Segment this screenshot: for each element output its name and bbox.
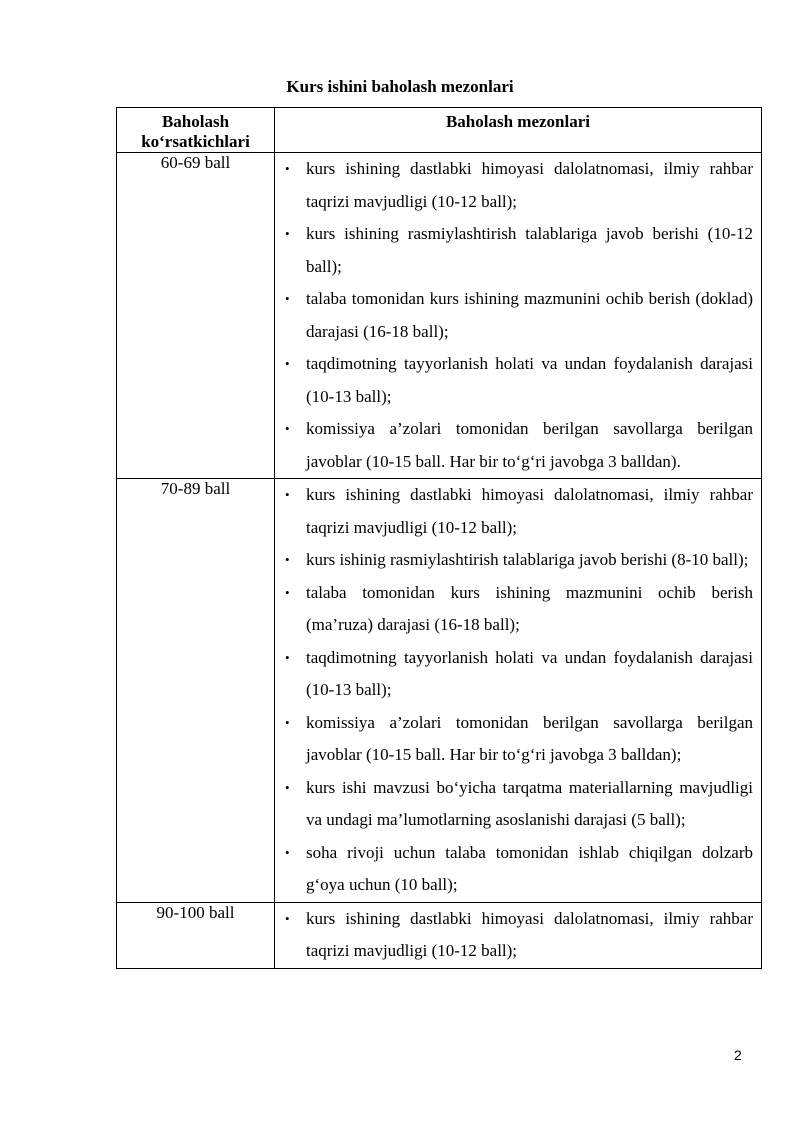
criterion-text: komissiya a’zolari tomonidan berilgan savollarga berilgan javoblar (10-15 ball. Har bir to‘g‘ri javobga 3 balldan). — [306, 419, 753, 471]
bullet-icon: • — [285, 844, 290, 860]
list-item — [275, 283, 761, 348]
list-item — [275, 903, 761, 968]
criterion-text: kurs ishining dastlabki himoyasi dalolatnomasi, ilmiy rahbar taqrizi mavjudligi (10-12 ball); — [306, 159, 753, 211]
list-item — [275, 772, 761, 837]
table-header-row — [117, 108, 762, 153]
criteria-list — [275, 153, 761, 478]
criterion-text: kurs ishining dastlabki himoyasi dalolatnomasi, ilmiy rahbar taqrizi mavjudligi (10-12 ball); — [306, 908, 753, 960]
list-item — [275, 544, 761, 577]
criterion-text: talaba tomonidan kurs ishining mazmunini ochib berish (ma’ruza) darajasi (16-18 ball); — [306, 582, 753, 634]
bullet-icon: • — [285, 421, 290, 436]
criterion-text: kurs ishining rasmiylashtirish talablariga javob berishi (10-12 ball); — [306, 224, 753, 276]
header-indicators: Baholash ko‘rsatkichlari — [117, 108, 275, 153]
criterion-text: talaba tomonidan kurs ishining mazmunini ochib berish (doklad) darajasi (16-18 ball); — [306, 289, 753, 341]
list-item — [275, 707, 761, 772]
criterion-text: komissiya a’zolari tomonidan berilgan savollarga berilgan javoblar (10-15 ball. Har bir to‘g‘ri javobga 3 balldan); — [306, 712, 753, 764]
bullet-icon: • — [285, 487, 290, 502]
header-criteria: Baholash mezonlari — [275, 108, 762, 153]
list-item — [275, 153, 761, 218]
criteria-table — [116, 107, 762, 969]
table-row — [117, 153, 762, 479]
list-item — [275, 348, 761, 413]
criteria-list — [275, 903, 761, 968]
criterion-text: soha rivoji uchun talaba tomonidan ishlab chiqilgan dolzarb g‘oya uchun (10 ball); — [306, 842, 753, 894]
criterion-text: taqdimotning tayyorlanish holati va undan foydalanish darajasi (10-13 ball); — [306, 647, 753, 699]
bullet-icon: • — [285, 226, 290, 241]
bullet-icon: • — [285, 714, 290, 730]
list-item — [275, 413, 761, 478]
table-row — [117, 479, 762, 903]
document-title: Kurs ishini baholash mezonlari — [286, 77, 514, 96]
bullet-icon: • — [285, 552, 290, 567]
criterion-text: taqdimotning tayyorlanish holati va undan foydalanish darajasi (10-13 ball); — [306, 354, 753, 406]
criterion-text: kurs ishinig rasmiylashtirish talablariga javob berishi (8-10 ball); — [306, 550, 749, 569]
page-number: 2 — [734, 1047, 742, 1063]
list-item — [275, 479, 761, 544]
bullet-icon: • — [285, 649, 290, 665]
criterion-text: kurs ishi mavzusi bo‘yicha tarqatma materiallarning mavjudligi va undagi ma’lumotlarning asoslanishi darajasi (5 ball); — [306, 777, 753, 829]
bullet-icon: • — [285, 356, 290, 371]
list-item — [275, 577, 761, 642]
table-row — [117, 902, 762, 968]
bullet-icon: • — [285, 779, 290, 795]
criteria-list — [275, 479, 761, 902]
criteria-cell — [275, 153, 762, 479]
bullet-icon: • — [285, 910, 290, 926]
bullet-icon: • — [285, 291, 290, 306]
list-item — [275, 837, 761, 902]
score-range-cell: 70-89 ball — [117, 479, 275, 903]
criterion-text: kurs ishining dastlabki himoyasi dalolatnomasi, ilmiy rahbar taqrizi mavjudligi (10-12 ball); — [306, 485, 753, 537]
list-item — [275, 218, 761, 283]
bullet-icon: • — [285, 584, 290, 600]
list-item — [275, 642, 761, 707]
criteria-cell — [275, 479, 762, 903]
criteria-cell — [275, 902, 762, 968]
score-range-cell: 60-69 ball — [117, 153, 275, 479]
bullet-icon: • — [285, 161, 290, 176]
score-range-cell: 90-100 ball — [117, 902, 275, 968]
